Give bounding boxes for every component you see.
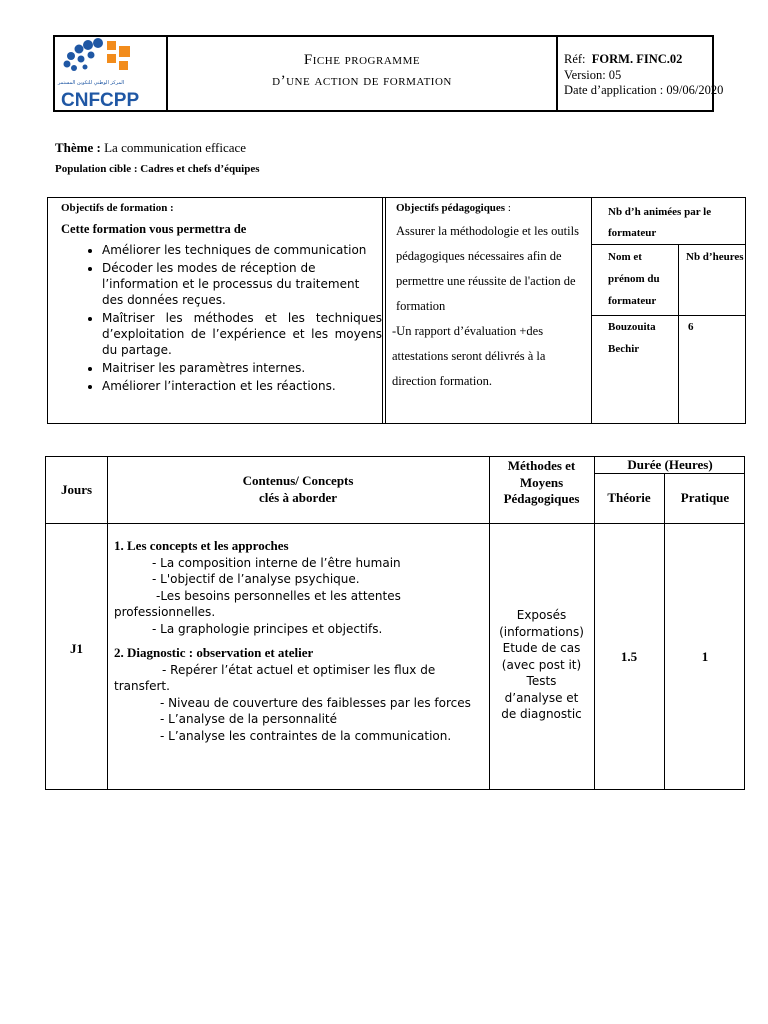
trainer-name-heading: Nom et prénom du formateur bbox=[608, 251, 660, 307]
list-item: • Améliorer l’interaction et les réactions. bbox=[102, 378, 382, 394]
method-line: Etude de cas bbox=[502, 641, 581, 655]
trainer-hours: 6 bbox=[688, 321, 694, 333]
ref-value: FORM. FINC.02 bbox=[591, 52, 683, 66]
theory-hours: 1.5 bbox=[620, 649, 638, 664]
hours-animated-heading: Nb d’h animées par le formateur bbox=[608, 206, 712, 239]
col-duree: Durée (Heures) bbox=[627, 457, 713, 472]
document-header bbox=[53, 35, 724, 112]
logo bbox=[55, 37, 168, 110]
population: Population cible : Cadres et chefs d’équipes bbox=[55, 163, 260, 175]
col-methodes: Méthodes et Moyens Pédagogiques bbox=[503, 458, 580, 506]
col-theorie: Théorie bbox=[607, 490, 651, 505]
date-value: 09/06/2020 bbox=[666, 83, 724, 97]
method-line: (avec post it) bbox=[501, 657, 582, 672]
list-item: - L'objectif de l’analyse psychique. bbox=[152, 572, 360, 586]
theme: Thème : La communication efficace bbox=[55, 140, 247, 155]
col-contenus-line1: Contenus/ Concepts bbox=[242, 473, 354, 488]
application-date bbox=[564, 83, 723, 98]
col-contenus-line2: clés à aborder bbox=[259, 490, 337, 505]
reference bbox=[564, 52, 682, 67]
divider bbox=[46, 523, 744, 524]
method-line: (informations) bbox=[499, 624, 584, 639]
trainer-hours-heading: Nb d’heures bbox=[686, 251, 744, 263]
program-table bbox=[45, 456, 745, 790]
trainer-column bbox=[592, 198, 745, 423]
title-line-1: Fiche programme bbox=[303, 52, 421, 68]
divider bbox=[594, 473, 744, 474]
col-jours: Jours bbox=[60, 482, 93, 497]
trainer-name: Bouzouita Bechir bbox=[608, 321, 656, 355]
document-meta bbox=[558, 37, 724, 110]
method-line: d’analyse et bbox=[504, 690, 579, 705]
pedagogical-body: Assurer la méthodologie et les outils pédagogiques nécessaires afin de permettre une réussite de l'action de formation -Un rapport d’évaluation +des attestations seront délivrés à la direction formation. bbox=[392, 224, 579, 388]
list-item: - La composition interne de l’être humain bbox=[152, 555, 401, 570]
day-label: J1 bbox=[70, 641, 83, 656]
list-item: • Maitriser les paramètres internes. bbox=[102, 360, 382, 376]
method-line: de diagnostic bbox=[501, 707, 582, 721]
theme-text: La communication efficace bbox=[104, 140, 247, 155]
section-title: 2. Diagnostic : observation et atelier bbox=[114, 645, 314, 660]
svg-text:المركز الوطني للتكوين المستمر: المركز الوطني للتكوين المستمر bbox=[57, 80, 125, 86]
practice-hours: 1 bbox=[701, 649, 709, 664]
title-line-2: d’une action de formation bbox=[272, 73, 452, 89]
date-label: Date d’application : bbox=[564, 83, 664, 97]
divider bbox=[664, 473, 665, 789]
divider bbox=[594, 457, 595, 789]
list-item: - Repérer l’état actuel et optimiser les flux de bbox=[162, 662, 436, 677]
list-item: - La graphologie principes et objectifs. bbox=[152, 621, 383, 636]
list-item: -Les besoins personnelles et les attentes bbox=[156, 588, 401, 603]
list-item: • Améliorer les techniques de communication bbox=[102, 242, 382, 258]
col-pratique: Pratique bbox=[680, 490, 730, 505]
pedagogical-heading: Objectifs pédagogiques : bbox=[396, 202, 511, 214]
list-item: • Maîtriser les méthodes et les techniques d’exploitation de l’expérience et les moyens du partage. bbox=[102, 310, 382, 358]
list-item: - L’analyse de la personnalité bbox=[160, 712, 338, 726]
list-item: professionnelles. bbox=[114, 605, 216, 619]
section-title: 1. Les concepts et les approches bbox=[114, 538, 289, 553]
objectives-column bbox=[48, 198, 382, 423]
version: Version: 05 bbox=[564, 68, 622, 82]
divider bbox=[678, 244, 679, 423]
objectives-table bbox=[47, 197, 746, 424]
divider bbox=[592, 244, 745, 245]
content-cell bbox=[114, 538, 486, 744]
objectives-list bbox=[74, 242, 382, 396]
document-title bbox=[168, 37, 558, 110]
list-item: - L’analyse les contraintes de la communication. bbox=[160, 728, 452, 743]
method-line: Tests bbox=[526, 674, 557, 688]
objectives-heading: Objectifs de formation : bbox=[61, 202, 174, 214]
cnfcpp-logo bbox=[55, 37, 164, 110]
list-item: • Décoder les modes de réception de l’information et le processus du traitement des données reçues. bbox=[102, 260, 382, 308]
ref-label: Réf: bbox=[564, 52, 586, 66]
list-item: - Niveau de couverture des faiblesses par les forces bbox=[160, 695, 471, 710]
pedagogical-column bbox=[386, 198, 592, 423]
logo-text: CNFCPP bbox=[61, 90, 140, 110]
methods-cell bbox=[490, 607, 593, 723]
method-line: Exposés bbox=[516, 608, 567, 622]
divider bbox=[107, 457, 108, 789]
objectives-subheading: Cette formation vous permettra de bbox=[61, 222, 247, 236]
list-item: transfert. bbox=[114, 679, 170, 693]
